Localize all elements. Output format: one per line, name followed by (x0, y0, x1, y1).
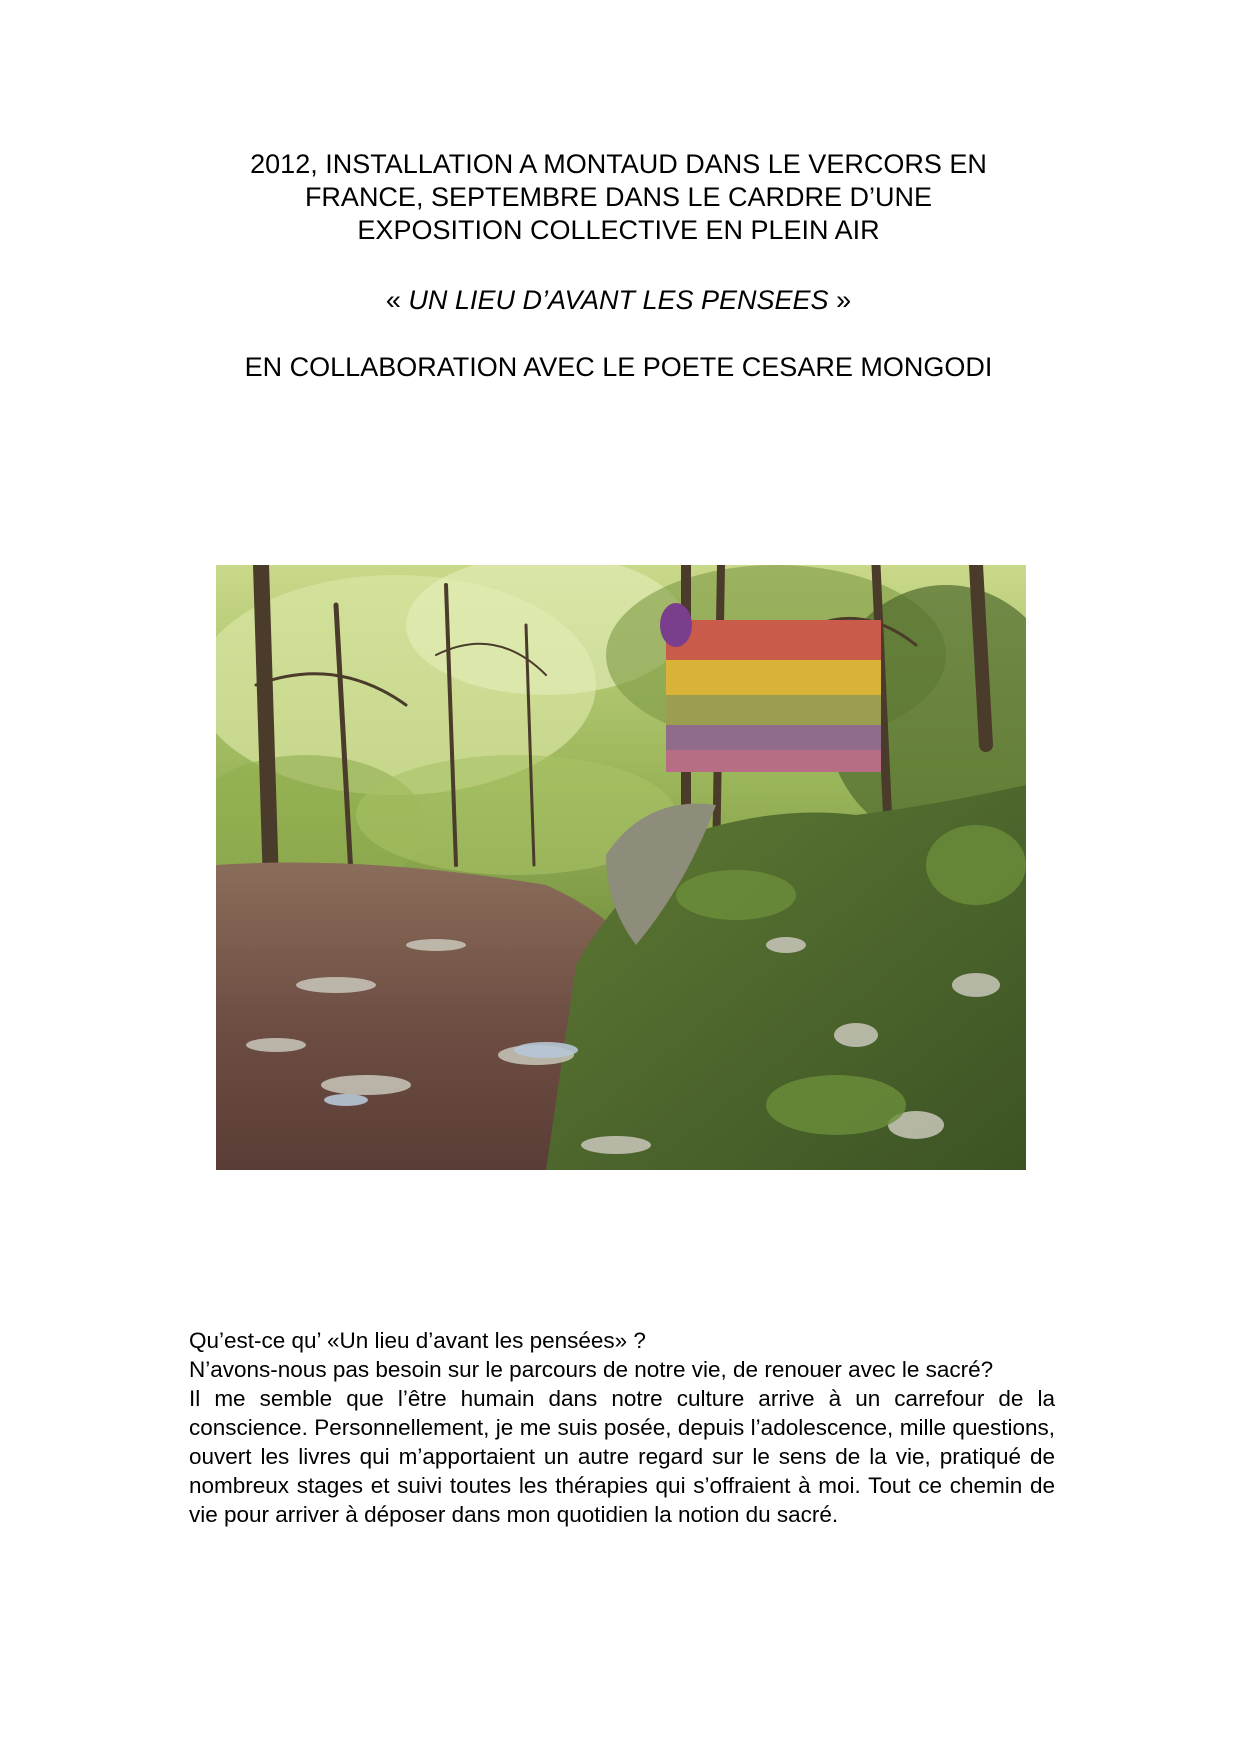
body-paragraph: Il me semble que l’être humain dans notre culture arrive à un carrefour de la conscience. Personnellement, je me suis posée, depuis l’adolescence, mille questions, ouvert les livres qui m’apportaient un autre regard sur le sens de la vie, pratiqué de nombreux stages et suivi toutes les thérapies qui s’offraient à moi. Tout ce chemin de vie pour arriver à déposer dans mon quotidien la notion du sacré. (189, 1386, 1055, 1527)
open-quote: « (385, 285, 409, 315)
work-title-text: UN LIEU D’AVANT LES PENSEES (408, 285, 829, 315)
heading-line: EXPOSITION COLLECTIVE EN PLEIN AIR (357, 215, 880, 245)
body-paragraph: N’avons-nous pas besoin sur le parcours de notre vie, de renouer avec le sacré? (189, 1357, 994, 1382)
collaboration-line: EN COLLABORATION AVEC LE POETE CESARE MONGODI (244, 352, 993, 382)
striped-textile-installation (660, 603, 881, 772)
document-heading (120, 148, 1117, 247)
forest-installation-photo (216, 565, 1026, 1170)
work-title (120, 284, 1117, 317)
body-paragraph: Qu’est-ce qu’ «Un lieu d’avant les pensées» ? (189, 1328, 646, 1353)
body-text (189, 1326, 1055, 1529)
heading-line: 2012, INSTALLATION A MONTAUD DANS LE VERCORS EN (250, 149, 987, 179)
heading-line: FRANCE, SEPTEMBRE DANS LE CARDRE D’UNE (304, 182, 933, 212)
close-quote: » (828, 285, 852, 315)
